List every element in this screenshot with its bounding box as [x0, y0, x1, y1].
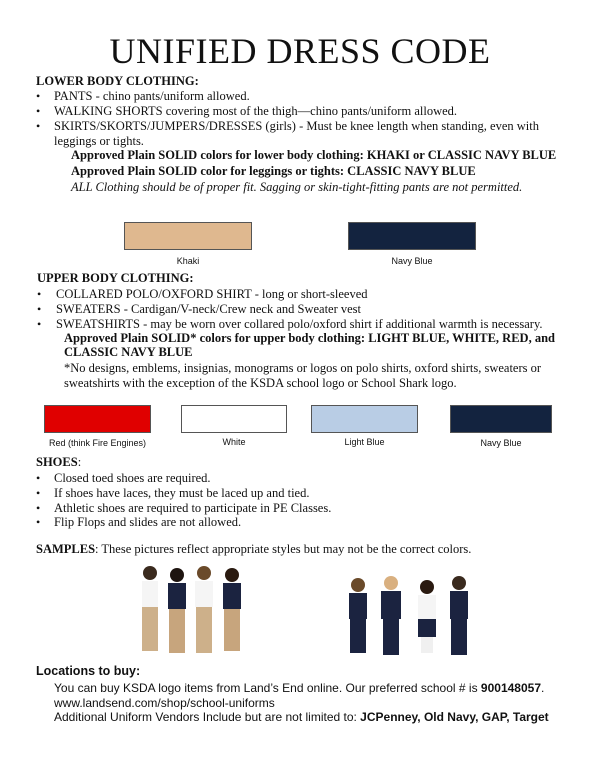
sample-photo-navy-students	[343, 573, 477, 657]
bullet-icon: •	[36, 471, 41, 485]
student-figure	[168, 568, 186, 653]
sample-photo-khaki-students	[132, 563, 250, 657]
logo-note-cont: sweatshirts with the exception of the KSDA school logo or School Shark logo.	[64, 376, 457, 390]
shoes-heading-text: SHOES	[36, 455, 78, 469]
lower-bullet-cont: leggings or tights.	[54, 134, 144, 148]
bullet-icon: •	[36, 119, 41, 133]
student-figure	[223, 568, 241, 651]
vendors-list: JCPenney, Old Navy, GAP, Target	[360, 710, 549, 724]
student-figure	[142, 566, 158, 651]
khaki-label: Khaki	[176, 256, 200, 266]
bullet-icon: •	[36, 486, 41, 500]
lower-approved-colors: Approved Plain SOLID colors for lower body clothing: KHAKI or CLASSIC NAVY BLUE	[71, 148, 557, 162]
school-number: 900148057	[480, 681, 541, 695]
lower-bullet: SKIRTS/SKORTS/JUMPERS/DRESSES (girls) - Must be knee length when standing, even with	[54, 119, 539, 133]
upper-bullet: SWEATERS - Cardigan/V-neck/Crew neck and Sweater vest	[56, 302, 362, 316]
bullet-icon: •	[36, 515, 41, 529]
shoes-bullet: Closed toed shoes are required.	[54, 471, 211, 485]
red-swatch	[44, 405, 151, 433]
lower-bullet: PANTS - chino pants/uniform allowed.	[54, 89, 250, 103]
light-blue-swatch	[311, 405, 418, 433]
student-figure	[349, 578, 367, 653]
upper-approved-colors: Approved Plain SOLID* colors for upper body clothing: LIGHT BLUE, WHITE, RED, and	[64, 331, 555, 345]
red-label: Red (think Fire Engines)	[48, 438, 147, 448]
bullet-icon: •	[36, 89, 41, 103]
vendors-line	[54, 710, 549, 724]
upper-body-heading: UPPER BODY CLOTHING:	[37, 271, 194, 285]
lower-body-heading: LOWER BODY CLOTHING:	[36, 74, 199, 88]
locations-heading: Locations to buy:	[36, 664, 141, 678]
bullet-icon: •	[37, 317, 42, 331]
logo-note: *No designs, emblems, insignias, monograms or logos on polo shirts, oxford shirts, sweaters or	[64, 361, 542, 375]
shoes-heading	[36, 455, 81, 470]
samples-label: SAMPLES	[36, 542, 96, 556]
upper-bullet: SWEATSHIRTS - may be worn over collared polo/oxford shirt if additional warmth is necessary.	[56, 317, 543, 331]
samples-text: : These pictures reflect appropriate styles but may not be the correct colors.	[95, 542, 472, 556]
bullet-icon: •	[37, 302, 42, 316]
period: .	[541, 681, 545, 695]
light-blue-label: Light Blue	[344, 437, 385, 447]
landsend-line	[54, 681, 544, 695]
student-figure	[195, 566, 213, 653]
student-figure	[381, 576, 401, 655]
navy-swatch	[348, 222, 476, 250]
samples-line	[36, 542, 471, 557]
upper-bullet: COLLARED POLO/OXFORD SHIRT - long or short-sleeved	[56, 287, 368, 301]
white-swatch	[181, 405, 287, 433]
student-figure	[450, 576, 468, 655]
navy-upper-label: Navy Blue	[480, 438, 522, 448]
landsend-text: You can buy KSDA logo items from Land’s End online. Our preferred school # is	[54, 681, 481, 695]
student-figure	[418, 580, 436, 653]
khaki-swatch	[124, 222, 252, 250]
vendors-text: Additional Uniform Vendors Include but are not limited to:	[54, 710, 361, 724]
navy-label: Navy Blue	[391, 256, 433, 266]
shoes-colon: :	[77, 455, 82, 469]
bullet-icon: •	[37, 287, 42, 301]
landsend-url[interactable]: www.landsend.com/shop/school-uniforms	[54, 696, 275, 710]
shoes-bullet: If shoes have laces, they must be laced up and tied.	[54, 486, 310, 500]
shoes-bullet: Athletic shoes are required to participate in PE Classes.	[54, 501, 332, 515]
upper-approved-colors-cont: CLASSIC NAVY BLUE	[64, 345, 193, 359]
bullet-icon: •	[36, 104, 41, 118]
lower-bullet: WALKING SHORTS covering most of the thigh—chino pants/uniform allowed.	[54, 104, 458, 118]
fit-note: ALL Clothing should be of proper fit. Sagging or skin-tight-fitting pants are not permitted.	[71, 180, 523, 194]
bullet-icon: •	[36, 501, 41, 515]
white-label: White	[222, 437, 246, 447]
page-title: UNIFIED DRESS CODE	[109, 31, 491, 71]
leggings-approved-colors: Approved Plain SOLID color for leggings or tights: CLASSIC NAVY BLUE	[71, 164, 476, 178]
shoes-bullet: Flip Flops and slides are not allowed.	[54, 515, 242, 529]
navy-upper-swatch	[450, 405, 552, 433]
